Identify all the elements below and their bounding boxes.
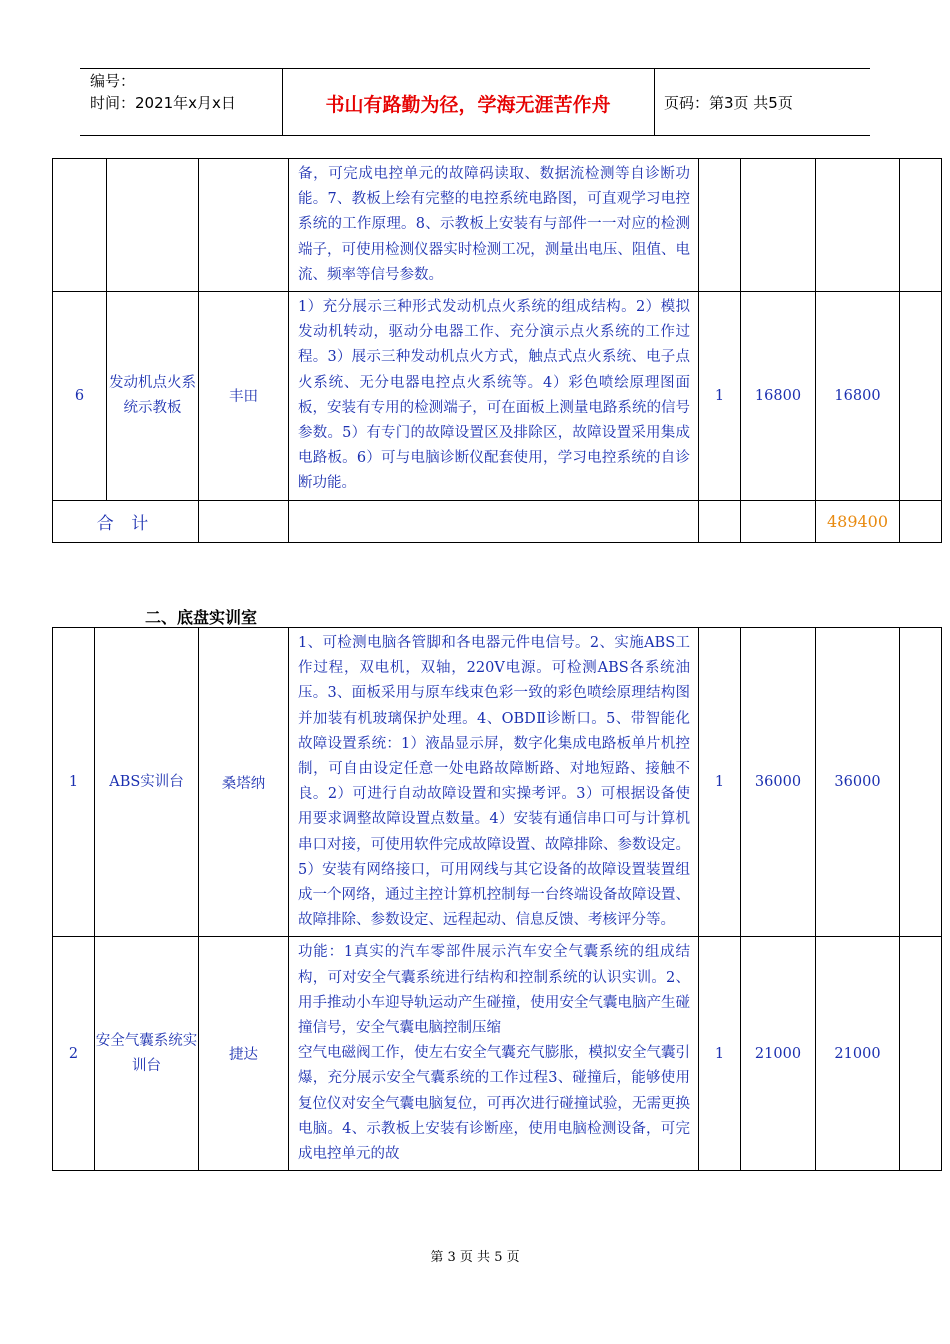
total-label-cell <box>53 500 199 542</box>
cell-note <box>900 628 942 937</box>
cell-brand: 捷达 <box>199 937 289 1171</box>
cell-amount: 21000 <box>816 937 900 1171</box>
equipment-table-continued <box>52 158 942 543</box>
cell-qty: 1 <box>699 292 741 501</box>
footer-page-number: 第 3 页 共 5 页 <box>430 1250 520 1265</box>
cell-name: 发动机点火系统示教板 <box>107 292 199 501</box>
cell-desc <box>289 500 699 542</box>
chassis-training-table <box>52 627 942 1171</box>
cell-brand: 桑塔纳 <box>199 628 289 937</box>
header-separator-right <box>654 68 655 135</box>
header-bottom-rule <box>80 135 870 136</box>
cell-name: 安全气囊系统实训台 <box>95 937 199 1171</box>
cell-no <box>53 159 107 292</box>
cell-price: 36000 <box>741 628 816 937</box>
cell-name: ABS实训台 <box>95 628 199 937</box>
cell-qty: 1 <box>699 937 741 1171</box>
cell-brand <box>199 159 289 292</box>
table-row-1 <box>53 628 942 937</box>
cell-price <box>741 500 816 542</box>
header-page-label: 页码：第3页 共5页 <box>664 94 793 112</box>
header-time-label: 时间：2021年x月x日 <box>90 94 236 112</box>
cell-brand: 丰田 <box>199 292 289 501</box>
cell-note <box>900 937 942 1171</box>
cell-no: 1 <box>53 628 95 937</box>
cell-note <box>900 159 942 292</box>
cell-desc <box>289 937 699 1171</box>
cell-qty <box>699 159 741 292</box>
cell-amount <box>816 159 900 292</box>
cell-price <box>741 159 816 292</box>
cell-no: 2 <box>53 937 95 1171</box>
cell-brand <box>199 500 289 542</box>
header-motto: 书山有路勤为径，学海无涯苦作舟 <box>325 94 611 116</box>
total-value-cell <box>816 500 900 542</box>
cell-amount: 16800 <box>816 292 900 501</box>
cell-note <box>900 500 942 542</box>
cell-price: 16800 <box>741 292 816 501</box>
cell-note <box>900 292 942 501</box>
cell-desc-part2: 空气电磁阀工作，使左右安全气囊充气膨胀，模拟安全气囊引爆，充分展示安全气囊系统的工作过程3、碰撞后，能够使用复位仪对安全气囊电脑复位，可再次进行碰撞试验，无需更换电脑。4、示教板上安装有诊断座，使用电脑检测设备，可完成电控单元的故 <box>298 1045 690 1163</box>
cell-desc: 备，可完成电控单元的故障码读取、数据流检测等自诊断功能。7、教板上绘有完整的电控系统电路图，可直观学习电控系统的工作原理。8、示教板上安装有与部件一一对应的检测端子，可使用检测仪器实时检测工况，测量出电压、阻值、电流、频率等信号参数。 <box>289 159 699 292</box>
cell-desc: 1、可检测电脑各管脚和各电器元件电信号。2、实施ABS工作过程，双电机，双轴，220V电源。可检测ABS各系统油压。3、面板采用与原车线束色彩一致的彩色喷绘原理结构图并加装有机玻璃保护处理。4、OBDⅡ诊断口。5、带智能化故障设置系统：1）液晶显示屏，数字化集成电路板单片机控制，可自由设定任意一处电路故障断路、对地短路、接触不良。2）可进行自动故障设置和实操考评。3）可根据设备使用要求调整故障设置点数量。4）安装有通信串口可与计算机串口对接，可使用软件完成故障设置、故障排除、参数设定。5）安装有网络接口，可用网线与其它设备的故障设置装置组成一个网络，通过主控计算机控制每一台终端设备故障设置、故障排除、参数设定、远程起动、信息反馈、考核评分等。 <box>289 628 699 937</box>
cell-qty: 1 <box>699 628 741 937</box>
table-row-2 <box>53 937 942 1171</box>
table-row-total <box>53 500 942 542</box>
cell-price: 21000 <box>741 937 816 1171</box>
cell-desc-part1: 功能：1真实的汽车零部件展示汽车安全气囊系统的组成结构，可对安全气囊系统进行结构和控制系统的认识实训。2、用手推动小车迎导轨运动产生碰撞，使用安全气囊电脑产生碰撞信号，安全气囊电脑控制压缩 <box>298 944 690 1037</box>
table-row-6 <box>53 292 942 501</box>
cell-no: 6 <box>53 292 107 501</box>
table-row-continued <box>53 159 942 292</box>
total-value: 489400 <box>826 511 889 531</box>
cell-amount: 36000 <box>816 628 900 937</box>
header-top-rule <box>80 68 870 69</box>
total-label: 合 计 <box>96 513 155 534</box>
cell-qty <box>699 500 741 542</box>
cell-name <box>107 159 199 292</box>
cell-desc: 1）充分展示三种形式发动机点火系统的组成结构。2）模拟发动机转动，驱动分电器工作、充分演示点火系统的工作过程。3）展示三种发动机点火方式，触点式点火系统、电子点火系统、无分电器电控点火系统等。4）彩色喷绘原理图面板，安装有专用的检测端子，可在面板上测量电路系统的信号参数。5）有专门的故障设置区及排除区，故障设置采用集成电路板。6）可与电脑诊断仪配套使用，学习电控系统的自诊断功能。 <box>289 292 699 501</box>
header-meta <box>90 70 236 114</box>
section-title: 二、底盘实训室 <box>145 608 258 627</box>
header-number-label: 编号： <box>90 72 136 90</box>
